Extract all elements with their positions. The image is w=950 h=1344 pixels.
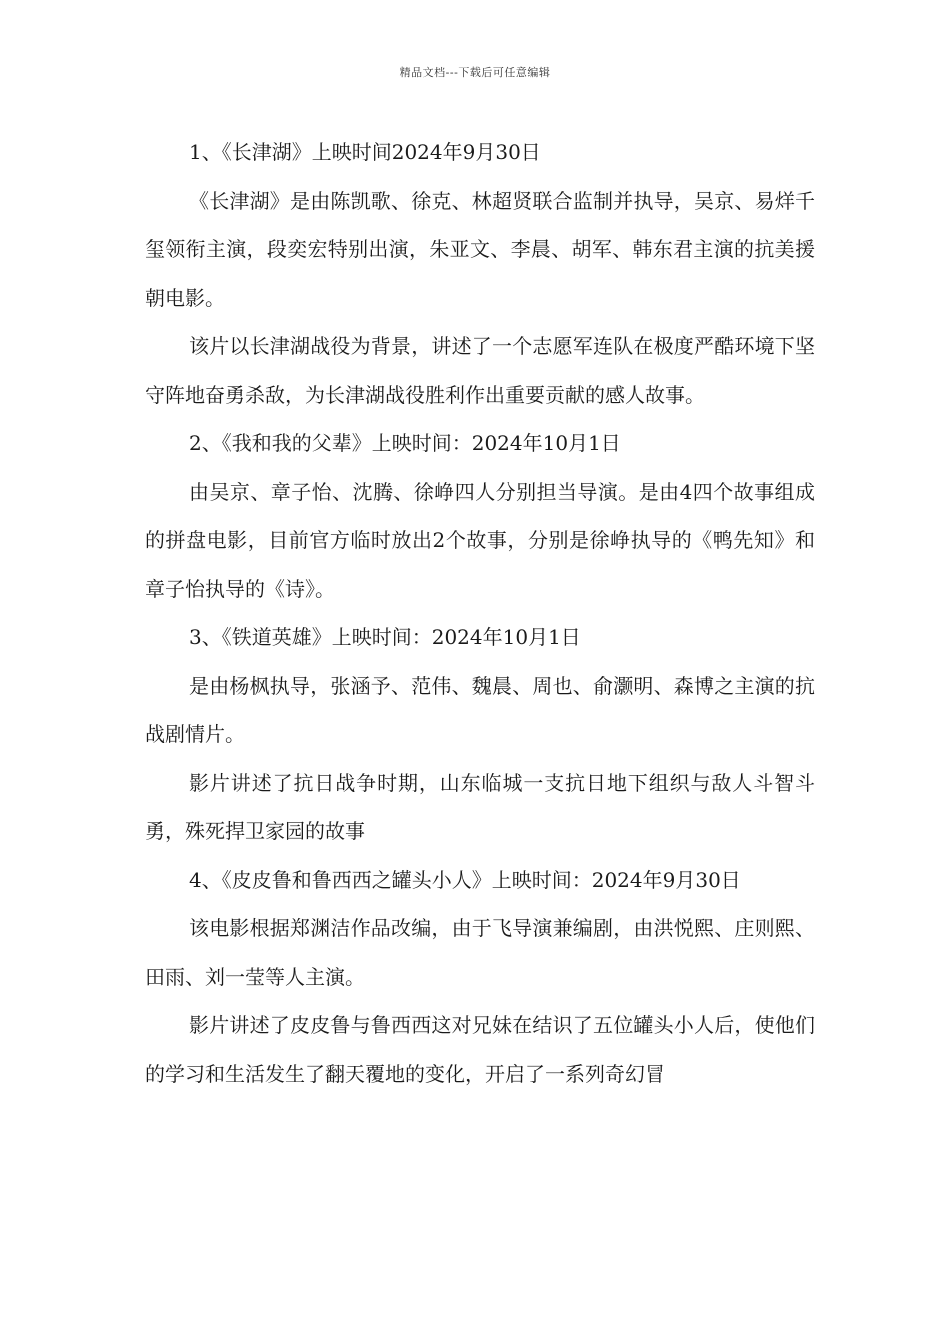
paragraph-railway-heroes-cast: 是由杨枫执导，张涵予、范伟、魏晨、周也、俞灏明、森博之主演的抗战剧情片。 xyxy=(145,673,815,746)
heading-my-father-and-i: 2、《我和我的父辈》上映时间：2024年10月1日 xyxy=(189,431,621,455)
paragraph-pipilu-plot: 影片讲述了皮皮鲁与鲁西西这对兄妹在结识了五位罐头小人后，使他们的学习和生活发生了翻天覆地的变化，开启了一系列奇幻冒 xyxy=(145,1013,815,1086)
heading-railway-heroes: 3、《铁道英雄》上映时间：2024年10月1日 xyxy=(189,625,581,649)
heading-changjin-lake: 1、《长津湖》上映时间2024年9月30日 xyxy=(189,140,541,164)
paragraph-pipilu-cast: 该电影根据郑渊洁作品改编，由于飞导演兼编剧，由洪悦熙、庄则熙、田雨、刘一莹等人主演。 xyxy=(145,916,815,989)
paragraph-changjin-lake-cast: 《长津湖》是由陈凯歌、徐克、林超贤联合监制并执导，吴京、易烊千玺领衔主演，段奕宏特别出演，朱亚文、李晨、胡军、韩东君主演的抗美援朝电影。 xyxy=(145,188,815,310)
paragraph-changjin-lake-plot: 该片以长津湖战役为背景，讲述了一个志愿军连队在极度严酷环境下坚守阵地奋勇杀敌，为长津湖战役胜利作出重要贡献的感人故事。 xyxy=(145,334,815,407)
page-header: 精品文档---下载后可任意编辑 xyxy=(399,66,551,79)
paragraph-my-father-and-i: 由吴京、章子怡、沈腾、徐峥四人分别担当导演。是由4四个故事组成的拼盘电影，目前官方临时放出2个故事，分别是徐峥执导的《鸭先知》和章子怡执导的《诗》。 xyxy=(145,479,815,601)
document-body xyxy=(145,128,815,1098)
heading-pipilu: 4、《皮皮鲁和鲁西西之罐头小人》上映时间：2024年9月30日 xyxy=(189,867,741,892)
paragraph-railway-heroes-plot: 影片讲述了抗日战争时期，山东临城一支抗日地下组织与敌人斗智斗勇，殊死捍卫家园的故事 xyxy=(145,770,815,843)
